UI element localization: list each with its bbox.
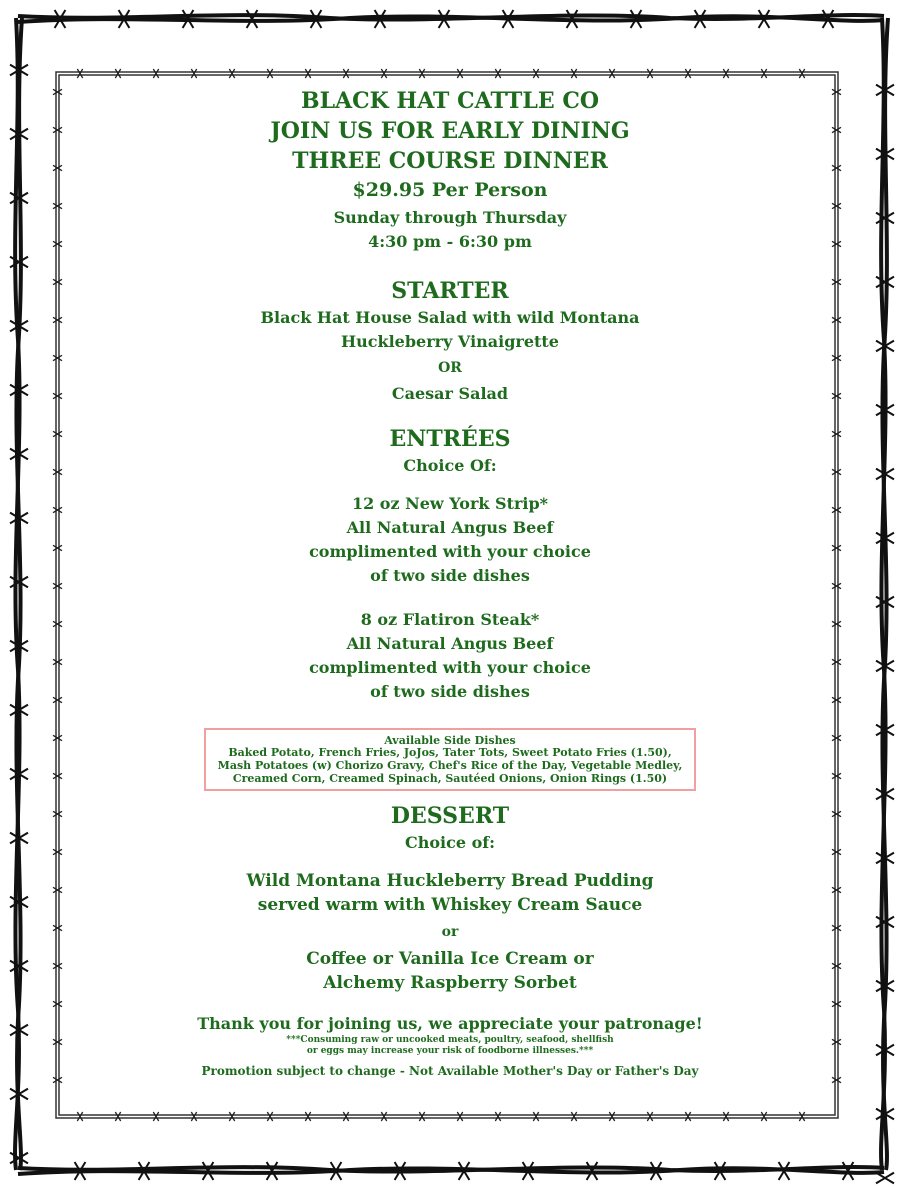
barb xyxy=(876,1109,894,1120)
barb xyxy=(823,10,834,28)
entree-description: of two side dishes xyxy=(370,681,530,701)
barb xyxy=(331,1162,342,1180)
barb xyxy=(10,65,28,76)
barb xyxy=(843,1162,854,1180)
barb xyxy=(651,1162,662,1180)
barb xyxy=(10,705,28,716)
barb xyxy=(761,1112,766,1121)
barb xyxy=(343,69,348,78)
barb xyxy=(119,10,130,28)
barb xyxy=(876,661,894,672)
barb xyxy=(567,10,578,28)
barb xyxy=(533,69,538,78)
barb xyxy=(10,833,28,844)
barb xyxy=(571,69,576,78)
barb xyxy=(305,69,310,78)
barb xyxy=(305,1112,310,1121)
barb xyxy=(723,1112,728,1121)
barb xyxy=(685,69,690,78)
barb xyxy=(876,597,894,608)
barb xyxy=(267,69,272,78)
barb xyxy=(10,449,28,460)
thank-you-message: Thank you for joining us, we appreciate your patronage! xyxy=(197,1014,703,1034)
entree-name: 8 oz Flatiron Steak* xyxy=(360,609,540,629)
barb xyxy=(343,69,348,78)
restaurant-name: BLACK HAT CATTLE CO xyxy=(300,88,599,114)
barb xyxy=(139,1162,150,1180)
barb xyxy=(10,833,28,844)
barb xyxy=(876,853,894,864)
barb xyxy=(876,149,894,160)
entree-description: All Natural Angus Beef xyxy=(346,517,554,537)
barb xyxy=(876,789,894,800)
barb xyxy=(191,1112,196,1121)
barb xyxy=(395,1162,406,1180)
barb xyxy=(876,725,894,736)
starter-option-1-line-1: Black Hat House Salad with wild Montana xyxy=(260,307,640,327)
barb xyxy=(779,1162,790,1180)
barb xyxy=(779,1162,790,1180)
barb xyxy=(609,1112,614,1121)
dessert-title: DESSERT xyxy=(390,803,510,830)
barb xyxy=(647,69,652,78)
barb xyxy=(267,1162,278,1180)
barb xyxy=(10,577,28,588)
barb xyxy=(229,1112,234,1121)
barb xyxy=(139,1162,150,1180)
barb xyxy=(10,897,28,908)
barb xyxy=(723,69,728,78)
barb xyxy=(876,405,894,416)
barb xyxy=(381,1112,386,1121)
barb xyxy=(503,10,514,28)
barb xyxy=(10,1153,28,1164)
barb xyxy=(876,533,894,544)
barb xyxy=(533,1112,538,1121)
barb xyxy=(876,533,894,544)
barb xyxy=(267,1112,272,1121)
barb xyxy=(191,1112,196,1121)
barb xyxy=(75,1162,86,1180)
food-safety-warning: or eggs may increase your risk of foodborne illnesses.*** xyxy=(306,1046,594,1057)
barb xyxy=(876,661,894,672)
barb xyxy=(715,1162,726,1180)
barb xyxy=(695,10,706,28)
barb xyxy=(10,769,28,780)
side-dishes-line: Baked Potato, French Fries, JoJos, Tater Tots, Sweet Potato Fries (1.50), xyxy=(228,746,672,760)
entree-description: of two side dishes xyxy=(370,565,530,585)
barb xyxy=(876,405,894,416)
entree-description: complimented with your choice xyxy=(309,541,591,561)
barb xyxy=(229,69,234,78)
barb xyxy=(10,641,28,652)
barb xyxy=(523,1162,534,1180)
barb xyxy=(876,341,894,352)
starter-option-1-line-2: Huckleberry Vinaigrette xyxy=(341,331,559,351)
barb xyxy=(647,1112,652,1121)
barb xyxy=(876,725,894,736)
barb xyxy=(395,1162,406,1180)
hours: 4:30 pm - 6:30 pm xyxy=(368,231,532,251)
barb xyxy=(685,69,690,78)
barb xyxy=(495,1112,500,1121)
barb xyxy=(567,10,578,28)
barb xyxy=(495,69,500,78)
barb xyxy=(523,1162,534,1180)
barb xyxy=(10,577,28,588)
barb xyxy=(10,961,28,972)
barb xyxy=(115,1112,120,1121)
barb xyxy=(153,1112,158,1121)
barb xyxy=(10,897,28,908)
barb xyxy=(503,10,514,28)
side-dishes-box xyxy=(204,728,696,792)
barb xyxy=(311,10,322,28)
barb xyxy=(10,641,28,652)
barb xyxy=(723,1112,728,1121)
barb xyxy=(331,1162,342,1180)
barb xyxy=(876,341,894,352)
barb xyxy=(685,1112,690,1121)
starter-title: STARTER xyxy=(391,277,509,304)
barb xyxy=(457,1112,462,1121)
barb xyxy=(647,69,652,78)
barb xyxy=(457,69,462,78)
barb xyxy=(10,321,28,332)
barb xyxy=(229,69,234,78)
barb xyxy=(457,1112,462,1121)
barb xyxy=(761,69,766,78)
barb xyxy=(459,1162,470,1180)
barb xyxy=(799,69,804,78)
barb xyxy=(10,1089,28,1100)
barb xyxy=(495,1112,500,1121)
barb xyxy=(75,1162,86,1180)
barb xyxy=(115,69,120,78)
barb xyxy=(571,69,576,78)
side-dishes-line: Creamed Corn, Creamed Spinach, Sautéed Onions, Onion Rings (1.50) xyxy=(232,771,668,785)
barb xyxy=(153,69,158,78)
barb xyxy=(876,789,894,800)
barb xyxy=(876,277,894,288)
barb xyxy=(631,10,642,28)
barb xyxy=(343,1112,348,1121)
barb xyxy=(876,469,894,480)
barb xyxy=(876,213,894,224)
food-safety-warning: ***Consuming raw or uncooked meats, poultry, seafood, shellfish xyxy=(286,1035,614,1046)
barb xyxy=(381,69,386,78)
barb xyxy=(587,1162,598,1180)
dessert-option-2-line-1: Coffee or Vanilla Ice Cream or xyxy=(306,949,594,970)
barb xyxy=(10,1089,28,1100)
barb xyxy=(761,1112,766,1121)
barb xyxy=(876,981,894,992)
entree-name: 12 oz New York Strip* xyxy=(351,493,549,513)
barb xyxy=(876,277,894,288)
early-dining-heading: JOIN US FOR EARLY DINING xyxy=(270,118,630,144)
barb xyxy=(533,1112,538,1121)
dessert-subtitle: Choice of: xyxy=(404,833,496,853)
starter-or: OR xyxy=(438,359,462,376)
barb xyxy=(77,1112,82,1121)
barb xyxy=(587,1162,598,1180)
barb xyxy=(10,193,28,204)
barb xyxy=(10,257,28,268)
dessert-option-1-line-1: Wild Montana Huckleberry Bread Pudding xyxy=(246,871,654,892)
barb xyxy=(115,1112,120,1121)
barb xyxy=(229,1112,234,1121)
barb xyxy=(183,10,194,28)
barb xyxy=(77,69,82,78)
barb xyxy=(267,1112,272,1121)
barb xyxy=(876,469,894,480)
barb xyxy=(10,769,28,780)
barb xyxy=(381,69,386,78)
barb xyxy=(723,69,728,78)
barb xyxy=(571,1112,576,1121)
barb xyxy=(695,10,706,28)
barb xyxy=(247,10,258,28)
barb xyxy=(419,1112,424,1121)
entrees-subtitle: Choice Of: xyxy=(403,455,497,475)
barb xyxy=(876,1173,894,1184)
barb xyxy=(876,1045,894,1056)
barb xyxy=(799,1112,804,1121)
entree-item xyxy=(60,608,840,704)
barb xyxy=(267,69,272,78)
barb xyxy=(381,1112,386,1121)
barb xyxy=(876,1045,894,1056)
barb xyxy=(10,385,28,396)
barb xyxy=(77,1112,82,1121)
barb xyxy=(609,69,614,78)
barb xyxy=(10,321,28,332)
barb xyxy=(10,1025,28,1036)
three-course-heading: THREE COURSE DINNER xyxy=(292,148,608,174)
barb xyxy=(153,1112,158,1121)
barb xyxy=(823,10,834,28)
barb xyxy=(191,69,196,78)
barb xyxy=(305,1112,310,1121)
barb xyxy=(247,10,258,28)
barb xyxy=(876,1109,894,1120)
barb xyxy=(876,853,894,864)
barb xyxy=(799,1112,804,1121)
barb xyxy=(10,65,28,76)
barb xyxy=(631,10,642,28)
barb xyxy=(876,917,894,928)
barb xyxy=(843,1162,854,1180)
barb xyxy=(10,129,28,140)
barb xyxy=(191,69,196,78)
barb xyxy=(419,69,424,78)
barb xyxy=(10,513,28,524)
barb xyxy=(876,917,894,928)
barb xyxy=(439,10,450,28)
price: $29.95 Per Person xyxy=(352,179,548,201)
barb xyxy=(10,1153,28,1164)
barb xyxy=(761,69,766,78)
barb xyxy=(10,705,28,716)
barb xyxy=(876,981,894,992)
dessert-option-2-line-2: Alchemy Raspberry Sorbet xyxy=(323,973,577,994)
barb xyxy=(419,1112,424,1121)
barb xyxy=(609,1112,614,1121)
barb xyxy=(55,10,66,28)
barb xyxy=(77,69,82,78)
starter-option-2: Caesar Salad xyxy=(391,383,509,403)
barb xyxy=(876,213,894,224)
side-dishes-title: Available Side Dishes xyxy=(384,733,516,747)
barb xyxy=(10,513,28,524)
barb xyxy=(203,1162,214,1180)
barb xyxy=(876,85,894,96)
days: Sunday through Thursday xyxy=(333,207,567,227)
barb xyxy=(10,129,28,140)
menu-content xyxy=(60,86,840,1079)
barb xyxy=(799,69,804,78)
barb xyxy=(10,449,28,460)
dessert-option-1-line-2: served warm with Whiskey Cream Sauce xyxy=(257,895,643,916)
barb xyxy=(759,10,770,28)
barb xyxy=(459,1162,470,1180)
barb xyxy=(55,10,66,28)
barb xyxy=(876,85,894,96)
barb xyxy=(343,1112,348,1121)
barb xyxy=(533,69,538,78)
side-dishes-line: Mash Potatoes (w) Chorizo Gravy, Chef's Rice of the Day, Vegetable Medley, xyxy=(217,759,683,773)
barb xyxy=(375,10,386,28)
barb xyxy=(203,1162,214,1180)
dessert-or: or xyxy=(441,924,459,941)
entrees-title: ENTRÉES xyxy=(389,425,511,452)
barb xyxy=(457,69,462,78)
barb xyxy=(715,1162,726,1180)
barb xyxy=(10,193,28,204)
barb xyxy=(876,597,894,608)
barb xyxy=(609,69,614,78)
barb xyxy=(183,10,194,28)
barb xyxy=(10,961,28,972)
barb xyxy=(439,10,450,28)
barb xyxy=(115,69,120,78)
barb xyxy=(267,1162,278,1180)
barb xyxy=(311,10,322,28)
barb xyxy=(119,10,130,28)
entree-item xyxy=(60,492,840,588)
barb xyxy=(153,69,158,78)
barb xyxy=(571,1112,576,1121)
barb xyxy=(10,385,28,396)
entree-description: All Natural Angus Beef xyxy=(346,633,554,653)
barb xyxy=(495,69,500,78)
promotion-disclaimer: Promotion subject to change - Not Available Mother's Day or Father's Day xyxy=(201,1064,699,1079)
barb xyxy=(647,1112,652,1121)
barb xyxy=(759,10,770,28)
barb xyxy=(419,69,424,78)
barb xyxy=(10,1025,28,1036)
barb xyxy=(876,149,894,160)
barb xyxy=(375,10,386,28)
barb xyxy=(651,1162,662,1180)
barb xyxy=(10,257,28,268)
barb xyxy=(685,1112,690,1121)
barb xyxy=(305,69,310,78)
entree-description: complimented with your choice xyxy=(309,657,591,677)
barb xyxy=(876,1173,894,1184)
